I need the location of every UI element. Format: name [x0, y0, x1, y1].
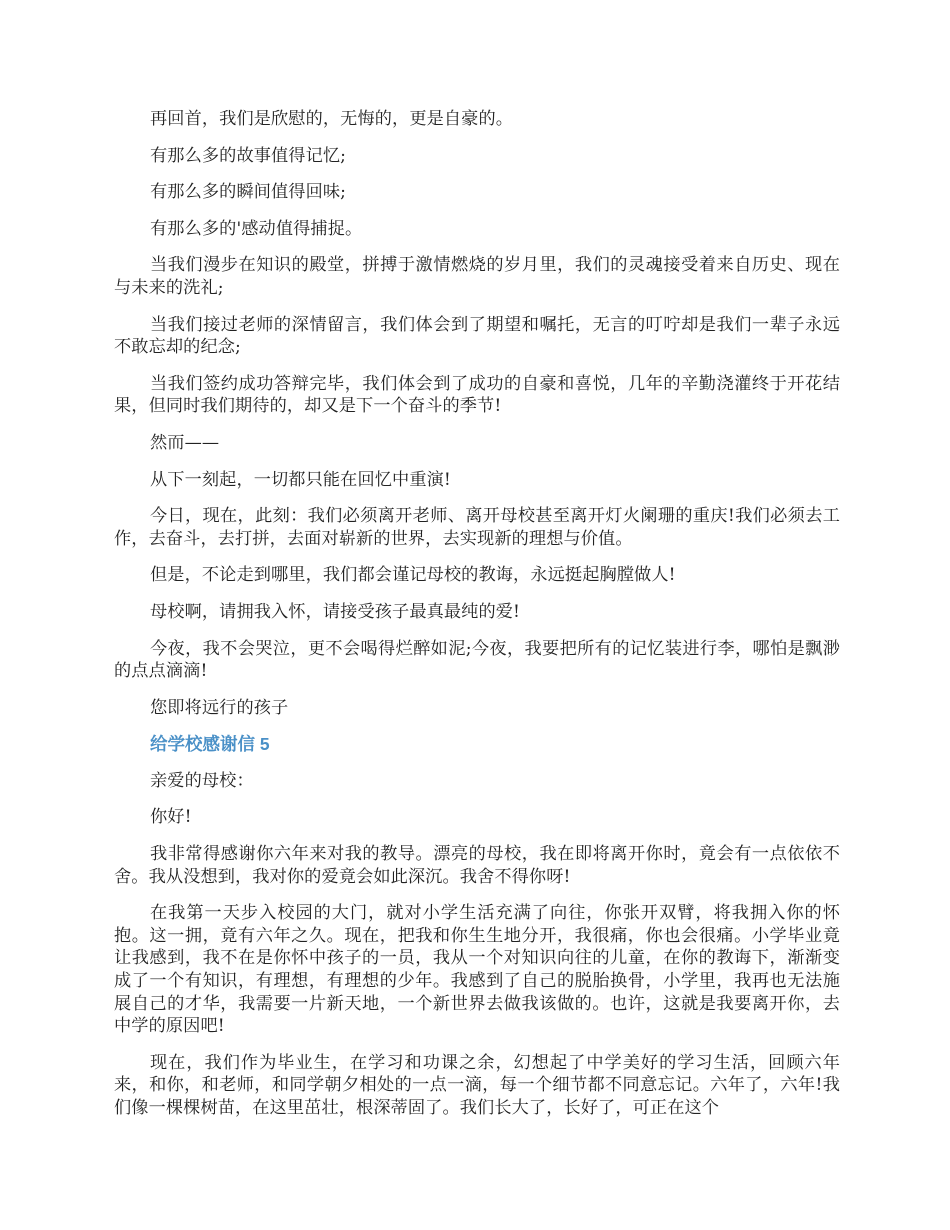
paragraph: 从下一刻起，一切都只能在回忆中重演!: [150, 469, 451, 490]
paragraph: 在我第一天步入校园的大门，就对小学生活充满了向往，你张开双臂，将我拥入你的怀抱。这一拥，竟有六年之久。现在，把我和你生生地分开，我很痛，你也会很痛。小学毕业竟让我感到，我不在是你怀中孩子的一员，我从一个对知识向往的儿童，在你的教诲下，渐渐变成了一个有知识，有理想，有理想的少年。我感到了自己的脱胎换骨，小学里，我再也无法施展自己的才华，我需要一片新天地，一个新世界去做我该做的。也许，这就是我要离开你，去中学的原因吧!: [114, 903, 840, 1037]
paragraph: 我非常得感谢你六年来对我的教导。漂亮的母校，我在即将离开你时，竟会有一点依依不舍。我从没想到，我对你的爱竟会如此深沉。我舍不得你呀!: [114, 844, 840, 887]
paragraph: 有那么多的'感动值得捕捉。: [150, 218, 363, 239]
paragraph: 母校啊，请拥我入怀，请接受孩子最真最纯的爱!: [150, 601, 521, 622]
paragraph: 当我们签约成功答辩完毕，我们体会到了成功的自豪和喜悦，几年的辛勤浇灌终于开花结果，但同时我们期待的，却又是下一个奋斗的季节!: [114, 373, 840, 417]
document-page: [114, 108, 840, 1134]
greeting: 你好!: [150, 807, 192, 828]
paragraph: 现在，我们作为毕业生，在学习和功课之余，幻想起了中学美好的学习生活，回顾六年来，和你，和老师，和同学朝夕相处的一点一滴，每一个细节都不同意忘记。六年了，六年!我们像一棵棵树苗，在这里茁壮，根深蒂固了。我们长大了，长好了，可正在这个: [114, 1052, 840, 1118]
paragraph: 然而——: [150, 432, 220, 453]
paragraph: 当我们接过老师的深情留言，我们体会到了期望和嘱托，无言的叮咛却是我们一辈子永远不敢忘却的纪念;: [114, 314, 840, 358]
paragraph: 有那么多的故事值得记忆;: [150, 145, 347, 166]
paragraph: 当我们漫步在知识的殿堂，拼搏于激情燃烧的岁月里，我们的灵魂接受着来自历史、现在与未来的洗礼;: [114, 255, 840, 298]
section-heading: 给学校感谢信 5: [150, 734, 270, 755]
paragraph: 今日，现在，此刻：我们必须离开老师、离开母校甚至离开灯火阑珊的重庆!我们必须去工作，去奋斗，去打拼，去面对崭新的世界，去实现新的理想与价值。: [114, 506, 840, 549]
salutation: 亲爱的母校：: [150, 770, 254, 791]
paragraph: 有那么多的瞬间值得回味;: [150, 182, 347, 203]
paragraph: 但是，不论走到哪里，我们都会谨记母校的教诲，永远挺起胸膛做人!: [150, 565, 676, 586]
signature-line: 您即将远行的孩子: [150, 697, 289, 718]
paragraph: 今夜，我不会哭泣，更不会喝得烂醉如泥;今夜，我要把所有的记忆装进行李，哪怕是飘渺的点点滴滴!: [114, 638, 840, 682]
paragraph: 再回首，我们是欣慰的，无悔的，更是自豪的。: [150, 109, 514, 129]
